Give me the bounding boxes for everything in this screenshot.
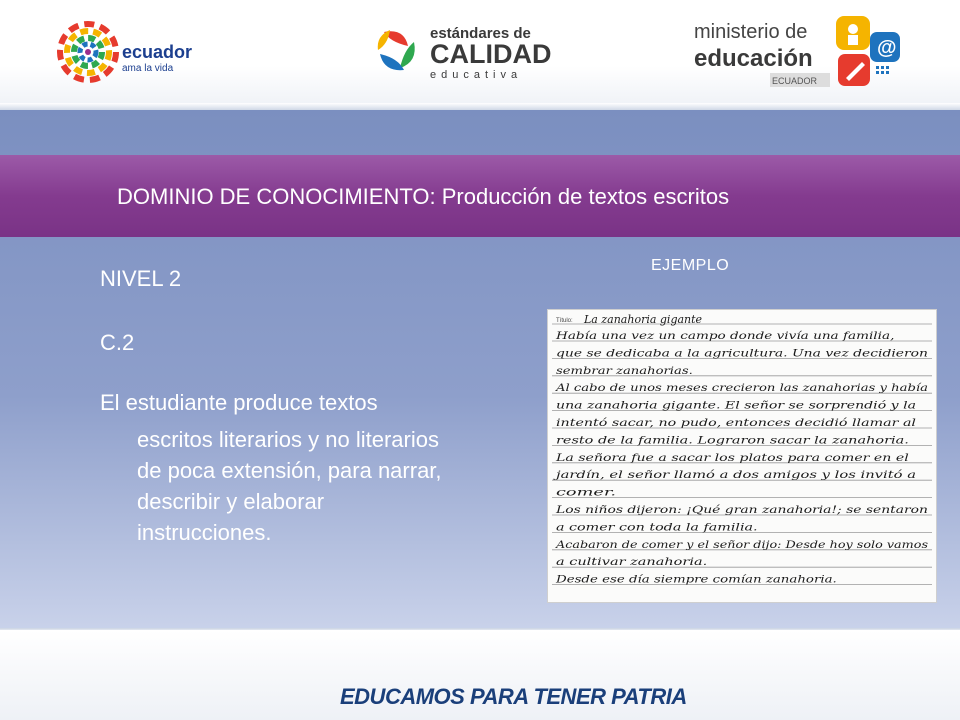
ministerio-logo xyxy=(690,14,930,94)
standard-code: C.2 xyxy=(100,330,135,355)
description-first-line: El estudiante produce textos xyxy=(100,390,378,415)
estandares-line2: CALIDAD xyxy=(430,39,552,69)
svg-text:@: @ xyxy=(877,37,897,59)
ministerio-line1: ministerio de xyxy=(694,21,808,43)
estandares-line3: educativa xyxy=(430,69,523,81)
domain-title-prefix: DOMINIO DE CONOCIMIENTO: xyxy=(117,184,436,209)
domain-title xyxy=(117,184,729,210)
handwritten-line: intentó sacar, no pudo, entonces decidió llamar al xyxy=(556,418,916,429)
handwritten-line: Desde ese día siempre comían zanahoria. xyxy=(554,574,837,586)
notebook-page xyxy=(548,310,936,602)
example-title: La zanahoria gigante xyxy=(584,313,703,326)
ministerio-line3: ECUADOR xyxy=(772,76,818,86)
swirl-icon xyxy=(376,18,576,88)
handwritten-example xyxy=(547,309,937,603)
handwritten-line: a comer con toda la familia. xyxy=(556,522,758,534)
estandares-logo xyxy=(376,18,576,88)
example-title-label: Título: xyxy=(556,318,573,324)
ecuador-logo-tagline: ama la vida xyxy=(122,63,174,74)
handwritten-line: resto de la familia. Lograron sacar la zanahoria. xyxy=(556,435,909,447)
footer-slogan: EDUCAMOS PARA TENER PATRIA xyxy=(340,684,687,709)
handwritten-line: Al cabo de unos meses crecieron las zanahorias y había xyxy=(554,383,929,395)
handwritten-line: sembrar zanahorias. xyxy=(556,365,693,377)
ministerio-logo-graphic xyxy=(690,14,930,94)
example-label: EJEMPLO xyxy=(651,257,730,274)
ministerio-line2: educación xyxy=(694,45,813,72)
description-continued: escritos literarios y no literarios de poca extensión, para narrar, describir y elaborar instrucciones. xyxy=(137,427,442,545)
handwritten-line: Los niños dijeron: ¡Qué gran zanahoria!; se sentaron xyxy=(554,505,928,516)
handwritten-line: a cultivar zanahoria. xyxy=(556,557,708,569)
handwritten-line: jardín, el señor llamó a dos amigos y los invitó a xyxy=(553,470,917,482)
handwritten-line: Acabaron de comer y el señor dijo: Desde hoy solo vamos xyxy=(554,539,928,551)
level-label: NIVEL 2 xyxy=(100,266,182,291)
tech-icons xyxy=(836,16,900,86)
ecuador-sun-icon xyxy=(56,18,256,88)
ecuador-logo-name: ecuador xyxy=(122,42,193,62)
handwritten-line: comer. xyxy=(556,487,616,499)
handwritten-line: La señora fue a sacar los platos para comer en el xyxy=(554,452,909,464)
estandares-line1: estándares de xyxy=(430,25,531,42)
handwritten-line: que se dedicaba a la agricultura. Una vez decidieron xyxy=(556,348,928,360)
handwritten-line: una zanahoria gigante. El señor se sorprendió y la xyxy=(556,400,917,412)
domain-title-suffix: Producción de textos escritos xyxy=(435,184,730,209)
handwritten-line: Había una vez un campo donde vivía una familia, xyxy=(554,331,895,342)
ecuador-logo xyxy=(56,18,256,88)
